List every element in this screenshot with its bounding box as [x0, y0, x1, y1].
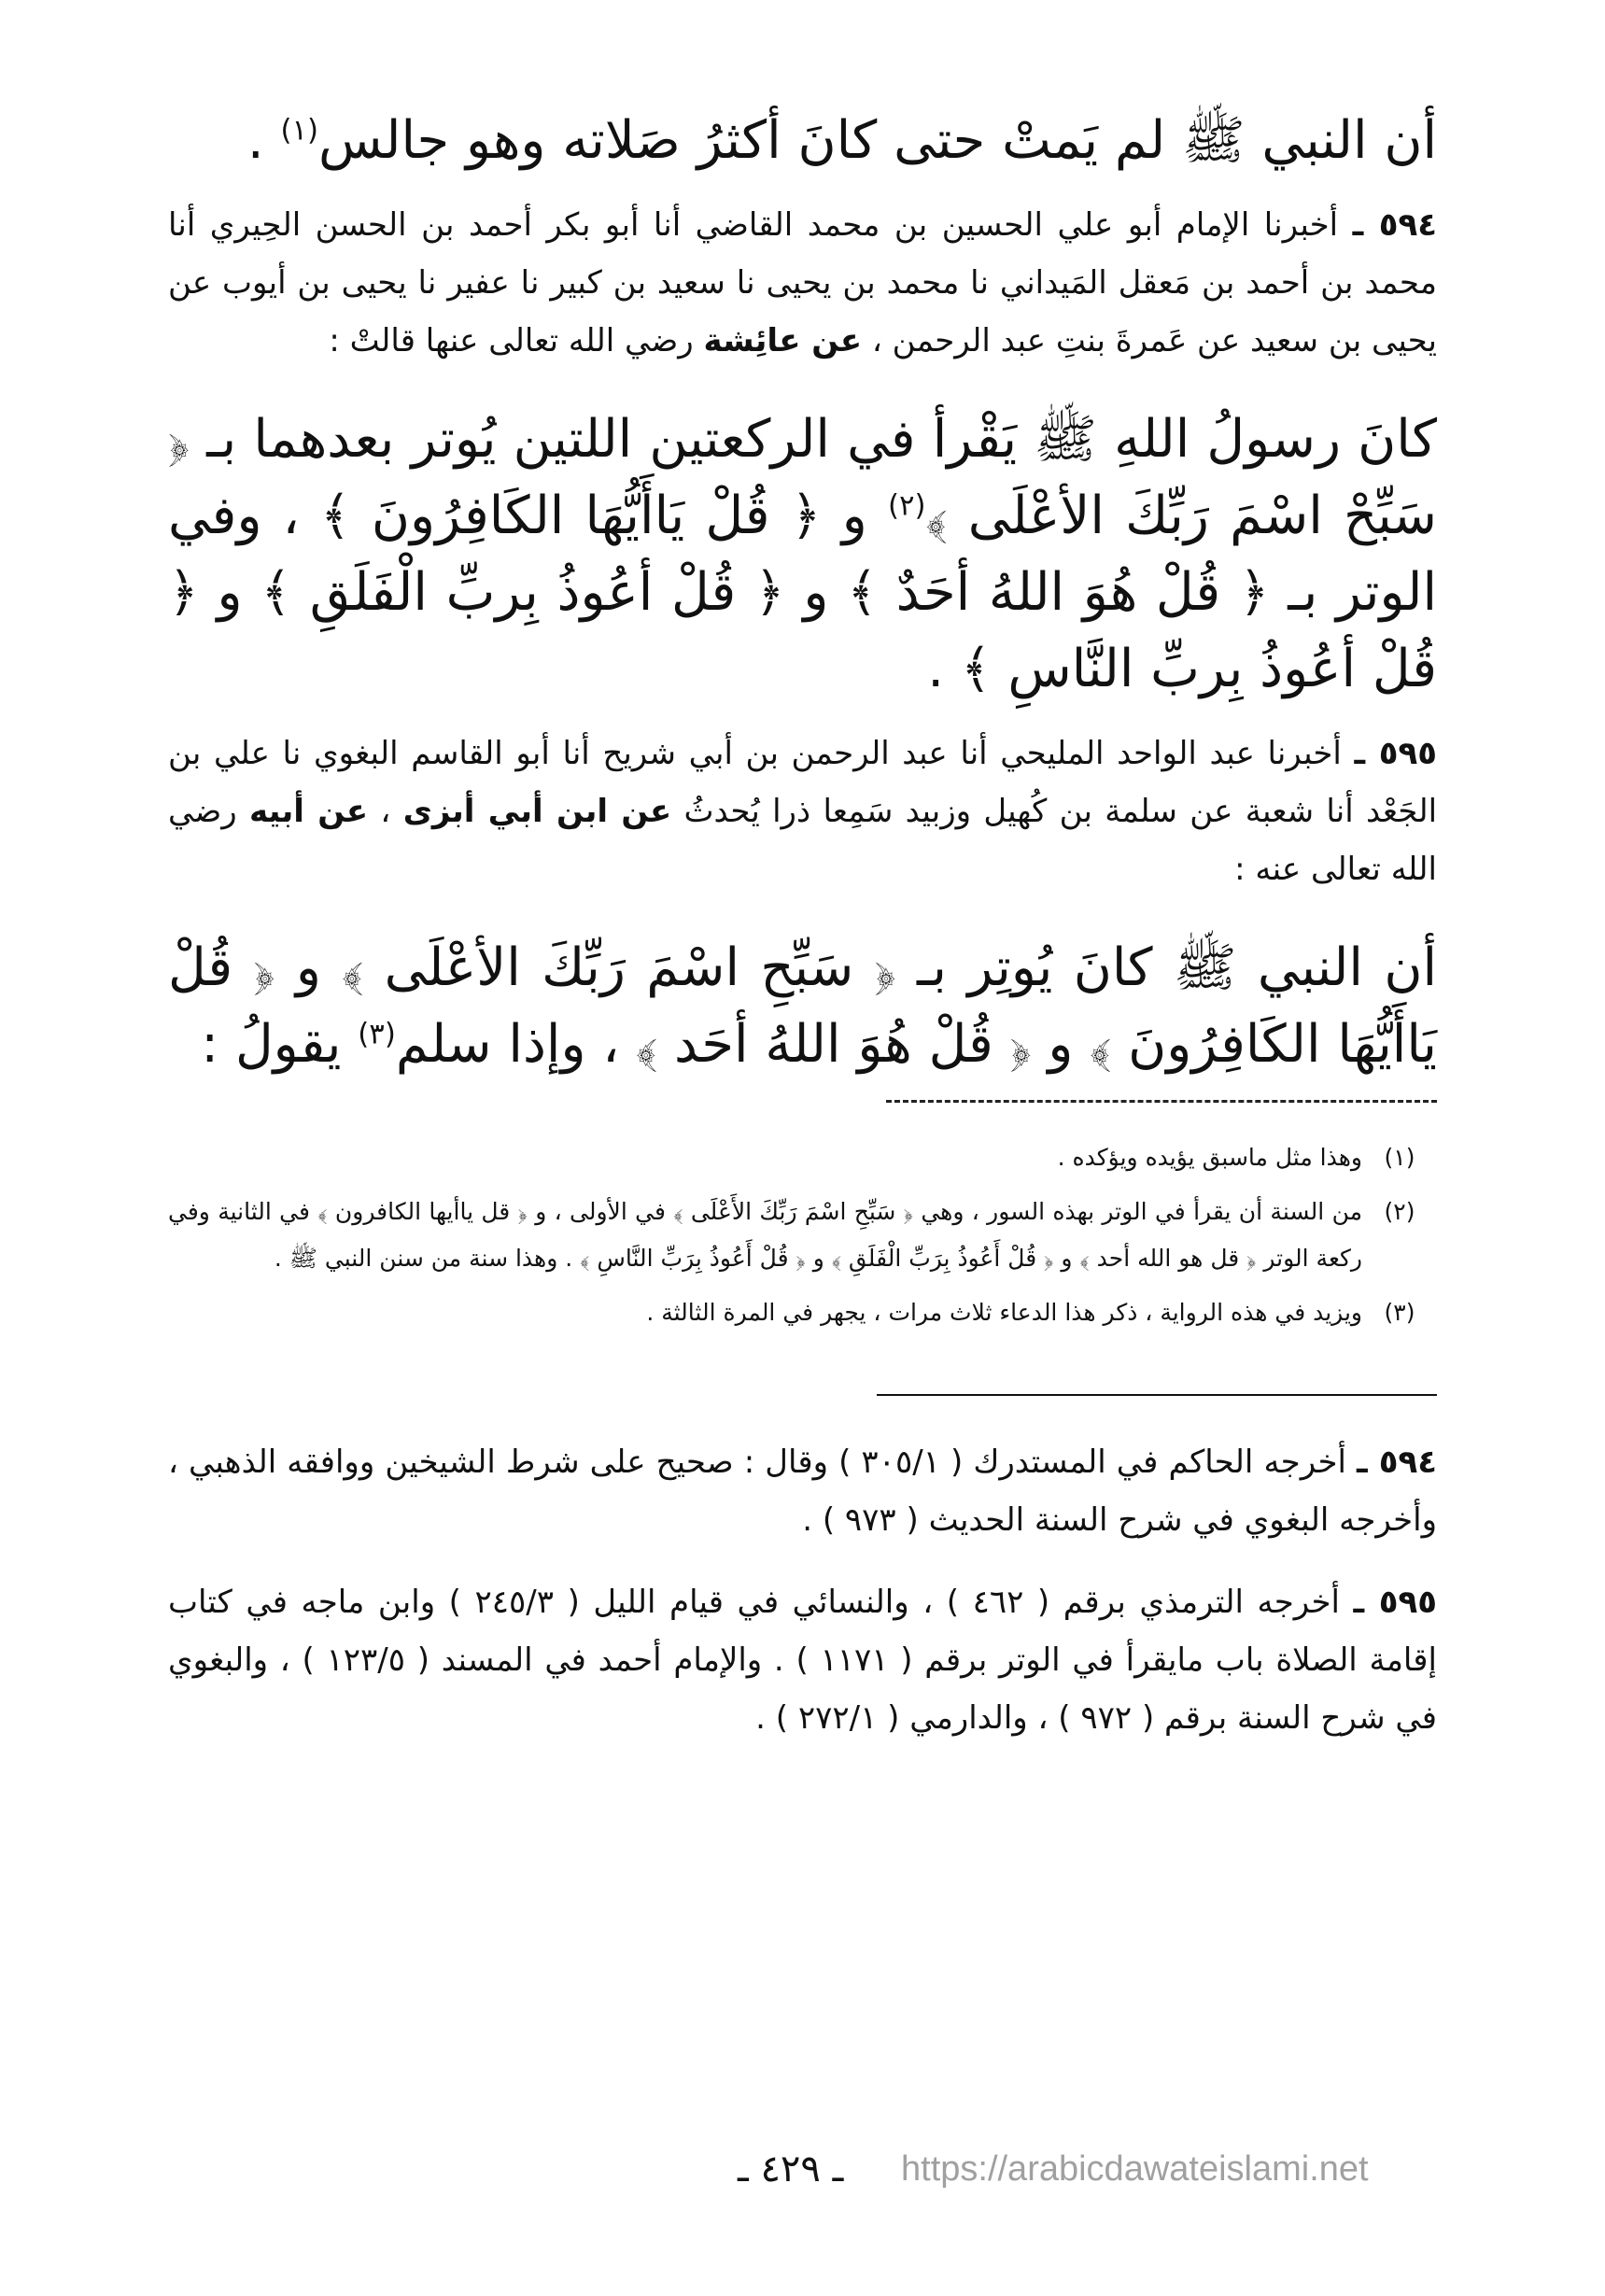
takhrij-entry: ٥٩٥ ـ أخرجه الترمذي برقم ( ٤٦٢ ) ، والنسائي في قيام الليل ( ٢٤٥/٣ ) وابن ماجه في كتاب إقامة الصلاة باب مايقرأ في الوتر برقم ( ١١٧١ ) . والإمام أحمد في المسند ( ١٢٣/٥ ) ، والبغوي في شرح السنة برقم ( ٩٧٢ ) ، والدارمي ( ٢٧٢/١ ) . — [168, 1584, 1437, 1737]
page-footer — [0, 2148, 1605, 2204]
narrator-name: عن أبيه — [248, 793, 369, 830]
hadith-595-matn: أن النبي ﷺ كانَ يُوتِر بـ ﴿ سَبِّحِ اسْمَ رَبِّكَ الأعْلَى ﴾ و ﴿ قُلْ يَاأَيُّهَا الكَافِرُونَ ﴾ و ﴿ قُلْ هُوَ اللهُ أحَد ﴾ ، وإذا سلم$^{(٣)}$ يقولُ : — [168, 937, 1437, 1075]
takhrij-separator — [877, 1394, 1437, 1396]
footnote-item — [168, 1189, 1437, 1282]
footnote-ref-2[interactable]: (٢) — [887, 488, 926, 523]
hadith-593-matn: أن النبي ﷺ لم يَمتْ حتى كانَ أكثرُ صَلاته وهو جالس$^{(١)}$ . — [246, 110, 1437, 171]
page-number: ـ ٤٢٩ ـ — [738, 2148, 844, 2190]
footnote-separator — [886, 1100, 1437, 1103]
hadith-number: ٥٩٤ ـ — [1352, 206, 1437, 244]
narrator-name: عن عائِشة — [703, 322, 863, 359]
footnote-text: وهذا مثل ماسبق يؤيده ويؤكده . — [1057, 1144, 1362, 1171]
footnote-ref-3[interactable]: (٣) — [358, 1017, 396, 1051]
page-content — [168, 103, 1437, 1771]
footnote-text: من السنة أن يقرأ في الوتر بهذه السور ، وهي ﴿ سَبِّحِ اسْمَ رَبِّكَ الأَعْلَى ﴾ في الأولى ، و ﴿ قل ياأيها الكافرون ﴾ في الثانية وفي ركعة الوتر ﴿ قل هو الله أحد ﴾ و ﴿ قُلْ أَعُوذُ بِرَبِّ الْفَلَقِ ﴾ و ﴿ قُلْ أَعُوذُ بِرَبِّ النَّاسِ ﴾ . وهذا سنة من سنن النبي ﷺ . — [168, 1198, 1362, 1272]
takhrij-number: ٥٩٥ ـ — [1353, 1584, 1437, 1621]
hadith-594-isnad: ٥٩٤ ـ أخبرنا الإمام أبو علي الحسين بن محمد القاضي أنا أبو بكر أحمد بن الحسن الحِيري أنا محمد بن أحمد بن مَعقل المَيداني نا محمد بن يحيى نا سعيد بن كبير نا عفير نا يحيى بن أيوب عن يحيى بن سعيد عن عَمرةَ بنتِ عبد الرحمن ، عن عائِشة رضي الله تعالى عنها قالتْ : — [168, 206, 1437, 359]
footnote-mark: (٢) — [1384, 1198, 1415, 1225]
takhrij-entry: ٥٩٤ ـ أخرجه الحاكم في المستدرك ( ٣٠٥/١ ) وقال : صحيح على شرط الشيخين ووافقه الذهبي ، وأخرجه البغوي في شرح السنة الحديث ( ٩٧٣ ) . — [168, 1444, 1437, 1539]
hadith-594-matn: كانَ رسولُ اللهِ ﷺ يَقْرأ في الركعتين اللتين يُوتر بعدهما بـ ﴿ سَبِّحْ اسْمَ رَبِّكَ الأعْلَى ﴾$^{(٢)}$ و ﴿ قُلْ يَاأَيُّهَا الكَافِرُونَ ﴾ ، وفي الوتر بـ ﴿ قُلْ هُوَ اللهُ أحَدٌ ﴾ و ﴿ قُلْ أعُوذُ بِربِّ الْفَلَقِ ﴾ و ﴿ قُلْ أعُوذُ بِربِّ النَّاسِ ﴾ . — [168, 409, 1437, 699]
watermark-url[interactable]: https://arabicdawateislami.net — [901, 2149, 1369, 2189]
footnote-item — [168, 1134, 1437, 1181]
narrator-name: عن ابن أبي أبزى — [402, 793, 672, 830]
takhrij-number: ٥٩٤ ـ — [1357, 1444, 1437, 1481]
footnote-mark: (١) — [1384, 1144, 1415, 1171]
hadith-number: ٥٩٥ ـ — [1354, 735, 1437, 772]
hadith-595-isnad: ٥٩٥ ـ أخبرنا عبد الواحد المليحي أنا عبد الرحمن بن أبي شريح أنا أبو القاسم البغوي نا علي بن الجَعْد أنا شعبة عن سلمة بن كُهيل وزبيد سَمِعا ذرا يُحدثُ عن ابن أبي أبزى ، عن أبيه رضي الله تعالى عنه : — [168, 735, 1438, 888]
footnote-text: ويزيد في هذه الرواية ، ذكر هذا الدعاء ثلاث مرات ، يجهر في المرة الثالثة . — [646, 1299, 1362, 1326]
footnote-ref-1[interactable]: (١) — [280, 113, 319, 148]
footnote-mark: (٣) — [1384, 1299, 1415, 1326]
footnote-item — [168, 1289, 1437, 1336]
